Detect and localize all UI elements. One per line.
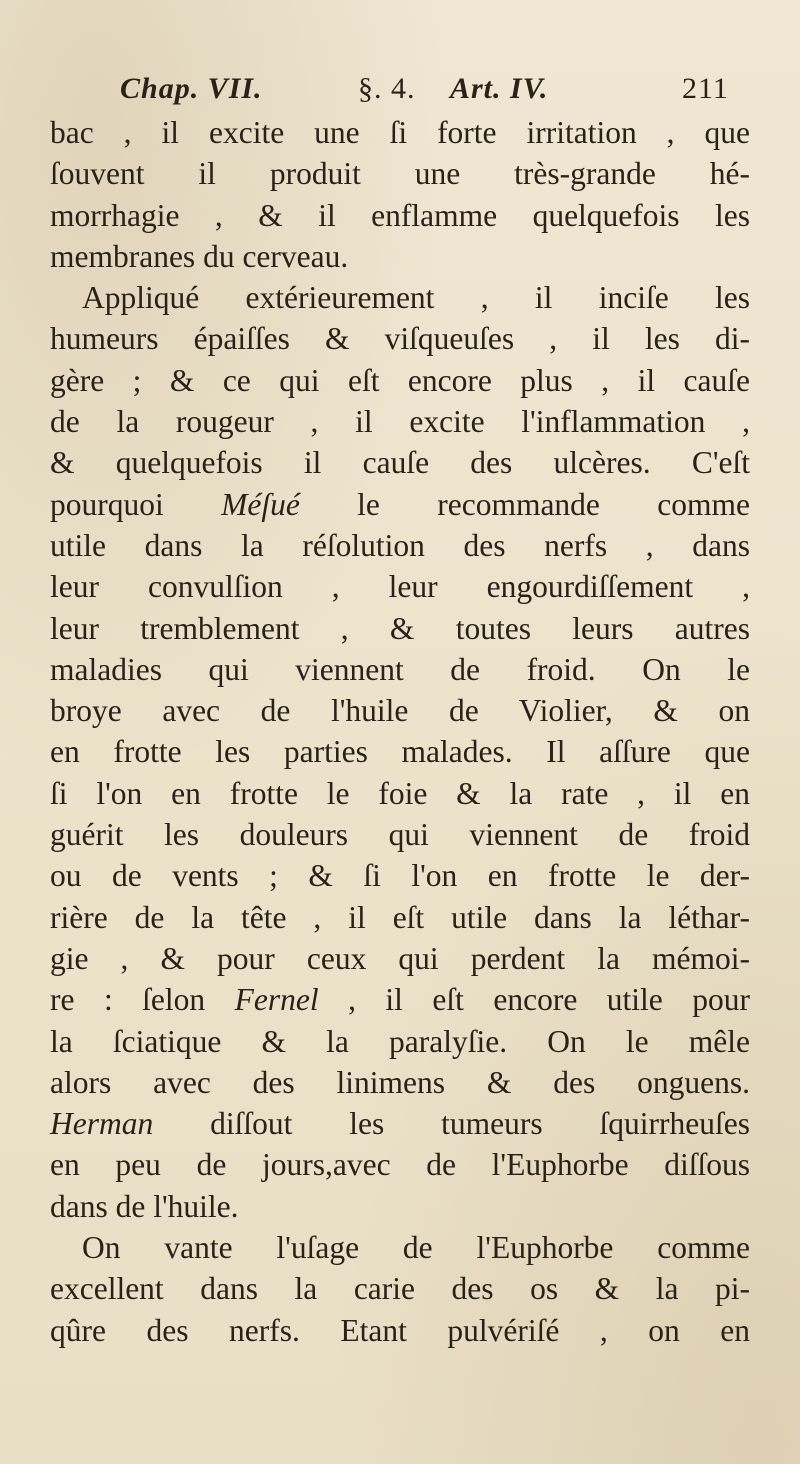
text-line-26: en peu de jours,avec de l'Euphorbe diſſous	[50, 1147, 750, 1183]
running-header	[120, 72, 748, 110]
text-line-5: Appliqué extérieurement , il inciſe les	[82, 280, 750, 316]
text-line-1: bac , il excite une ſi forte irritation , que	[50, 115, 750, 150]
text-line-25	[50, 1103, 750, 1144]
text-line-16: en frotte les parties malades. Il aſſure que	[50, 734, 750, 770]
text-segment: re : ſelon	[50, 982, 235, 1018]
page-number: 211	[682, 72, 729, 105]
text-line-24: alors avec des linimens & des onguens.	[50, 1064, 750, 1100]
text-line-8: de la rougeur , il excite l'inflammation ,	[50, 404, 750, 440]
text-segment: pourquoi	[50, 486, 222, 522]
author-name-fernel: Fernel	[234, 982, 319, 1018]
article-label: Art. IV.	[450, 72, 549, 105]
section-label: §. 4.	[358, 72, 416, 105]
author-name-herman: Herman	[50, 1106, 154, 1142]
text-line-3: morrhagie , & il enflamme quelquefois les	[50, 197, 750, 233]
text-line-28: On vante l'uſage de l'Euphorbe comme	[82, 1230, 750, 1266]
text-line-6: humeurs épaiſſes & viſqueuſes , il les di-	[50, 321, 750, 357]
text-line-29: excellent dans la carie des os & la pi-	[50, 1271, 750, 1307]
text-line-17: ſi l'on en frotte le foie & la rate , il en	[50, 775, 750, 811]
text-line-19: ou de vents ; & ſi l'on en frotte le der-	[50, 858, 750, 894]
text-line-23: la ſciatique & la paralyſie. On le mêle	[50, 1023, 750, 1059]
text-line-22	[50, 979, 750, 1020]
text-line-12: leur convulſion , leur engourdiſſement ,	[50, 569, 750, 605]
text-line-13: leur tremblement , & toutes leurs autres	[50, 610, 750, 646]
text-line-18: guérit les douleurs qui viennent de froid	[50, 817, 750, 853]
text-line-14: maladies qui viennent de froid. On le	[50, 651, 750, 687]
body-text	[50, 112, 750, 1351]
text-line-21: gie , & pour ceux qui perdent la mémoi-	[50, 940, 750, 976]
text-line-20: rière de la tête , il eſt utile dans la léthar-	[50, 899, 750, 935]
text-line-10	[50, 484, 750, 525]
text-line-2: ſouvent il produit une très-grande hé-	[50, 156, 750, 192]
text-segment: le recommande comme	[299, 486, 750, 522]
text-line-11: utile dans la réſolution des nerfs , dans	[50, 527, 750, 563]
text-line-9: & quelquefois il cauſe des ulcères. C'eſt	[50, 445, 750, 481]
text-segment: diſſout les tumeurs ſquirrheuſes	[153, 1106, 750, 1142]
author-name-mesue: Méſué	[221, 486, 300, 522]
text-line-15: broye avec de l'huile de Violier, & on	[50, 693, 750, 729]
text-line-4: membranes du cerveau.	[50, 238, 349, 274]
text-segment: , il eſt encore utile pour	[318, 982, 750, 1018]
text-line-27: dans de l'huile.	[50, 1188, 239, 1224]
chapter-label: Chap. VII.	[120, 72, 263, 105]
text-line-7: gère ; & ce qui eſt encore plus , il cauſe	[50, 362, 750, 398]
text-line-30: qûre des nerfs. Etant pulvériſé , on en	[50, 1312, 750, 1348]
